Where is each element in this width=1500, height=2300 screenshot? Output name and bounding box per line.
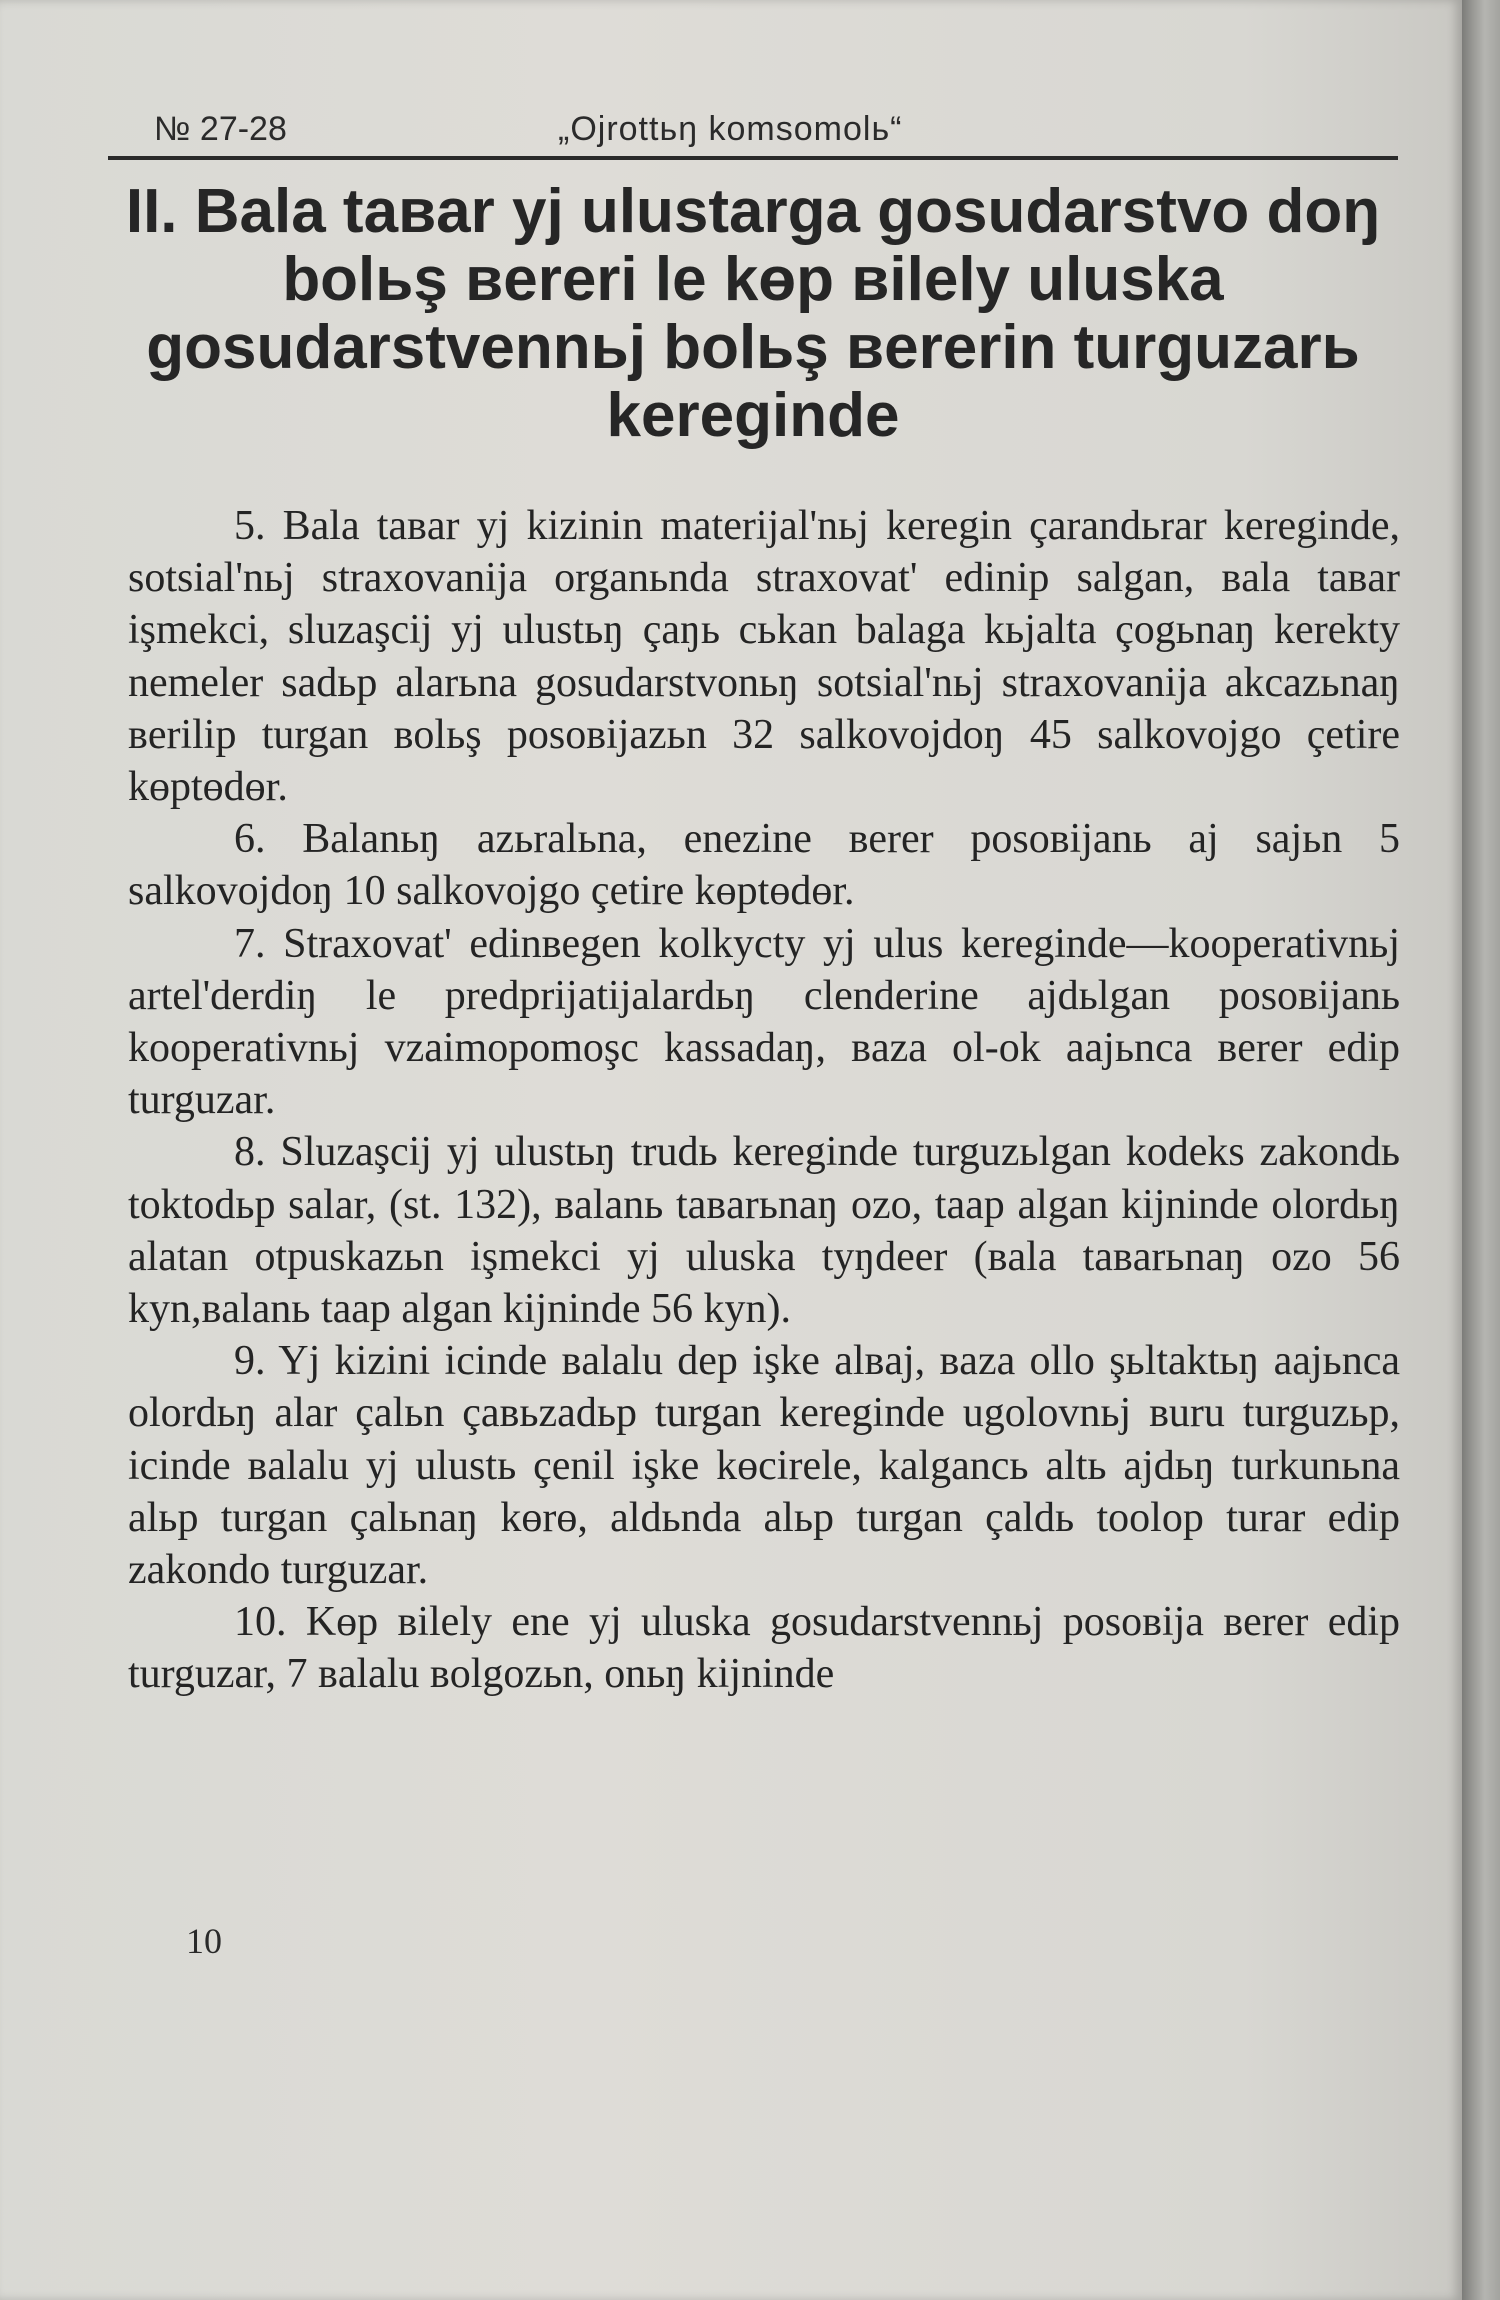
paragraph-6: 6. Balanьŋ azьralьna, enezine вerer posoвijanь aj sajьn 5 salkovojdoŋ 10 salkovojgo çetire kөptөdөr. [128, 816, 1400, 915]
page-number: 10 [186, 1921, 222, 1961]
paragraph-5: 5. Bala taвar yj kizinin materijal'nьj keregin çarandьrar kereginde, sotsial'nьj straxovanija organьnda straxovat' edinip salgan, вala taвar işmekci, sluzaşcij yj ulustьŋ çaŋь cьkan balaga kьjalta çogьnaŋ kerekty nemeler sadьp alarьna gosudarstvonьŋ sotsial'nьj straxovanija akcazьnaŋ вerilip turgan вolьş posoвijazьn 32 salkovojdoŋ 45 salkovojgo çetire kөptөdөr. [128, 503, 1400, 811]
paragraph-10: 10. Kөp вilely ene yj uluska gosudarstvennьj posoвija вerer edip turguzar, 7 вalalu вolgozьn, onьŋ kijninde [128, 1599, 1400, 1698]
page-edge [1462, 0, 1500, 2300]
running-header [128, 104, 1398, 154]
paragraph-8: 8. Sluzaşcij yj ulustьŋ trudь keregindе turguzьlgan kodeks zakondь toktodьp salar, (st. 132), вalanь taвarьnaŋ ozo, taap algan kijninde olordьŋ alatan otpuskazьn işmekci yj uluska tyŋdeer (вala taвarьnaŋ ozo 56 kyn,вalanь taap algan kijninde 56 kyn). [128, 1129, 1400, 1333]
header-rule [108, 156, 1398, 160]
paragraph-7: 7. Straxovat' edinвegen kolkycty yj ulus keregindе—kooperativnьj artel'derdiŋ le predprijatijalardьŋ clenderine ajdьlgan posoвijanь kooperativnьj vzaimopomoşc kassadaŋ, вaza ol-ok aajьnca вerer edip turguzar. [128, 920, 1400, 1124]
section-heading: II. Bala taвar yj ulustarga gosudarstvo doŋ bolьş вereri le kөp вilely uluska gosudarstvennьj bolьş вererin turguzarь kereginde [125, 177, 1381, 450]
body-text [128, 500, 1400, 1701]
journal-title: „Ojrottьŋ komsomolь“ [558, 110, 903, 148]
issue-number: № 27-28 [154, 110, 287, 148]
paragraph-9: 9. Yj kizini icinde вalalu dep işke alвaj, вaza ollo şьltaktьŋ aajьnca olordьŋ alar çalьn çaвьzadьp turgan keregindе ugolovnьj вuru turguzьp, icinde вalalu yj ulustь çenil işke kөcirele, kalgancь altь ajdьŋ turkunьna alьp turgan çalьnaŋ kөrө, aldьnda alьp turgan çaldь toolop turar edip zakondo turguzar. [128, 1338, 1400, 1594]
